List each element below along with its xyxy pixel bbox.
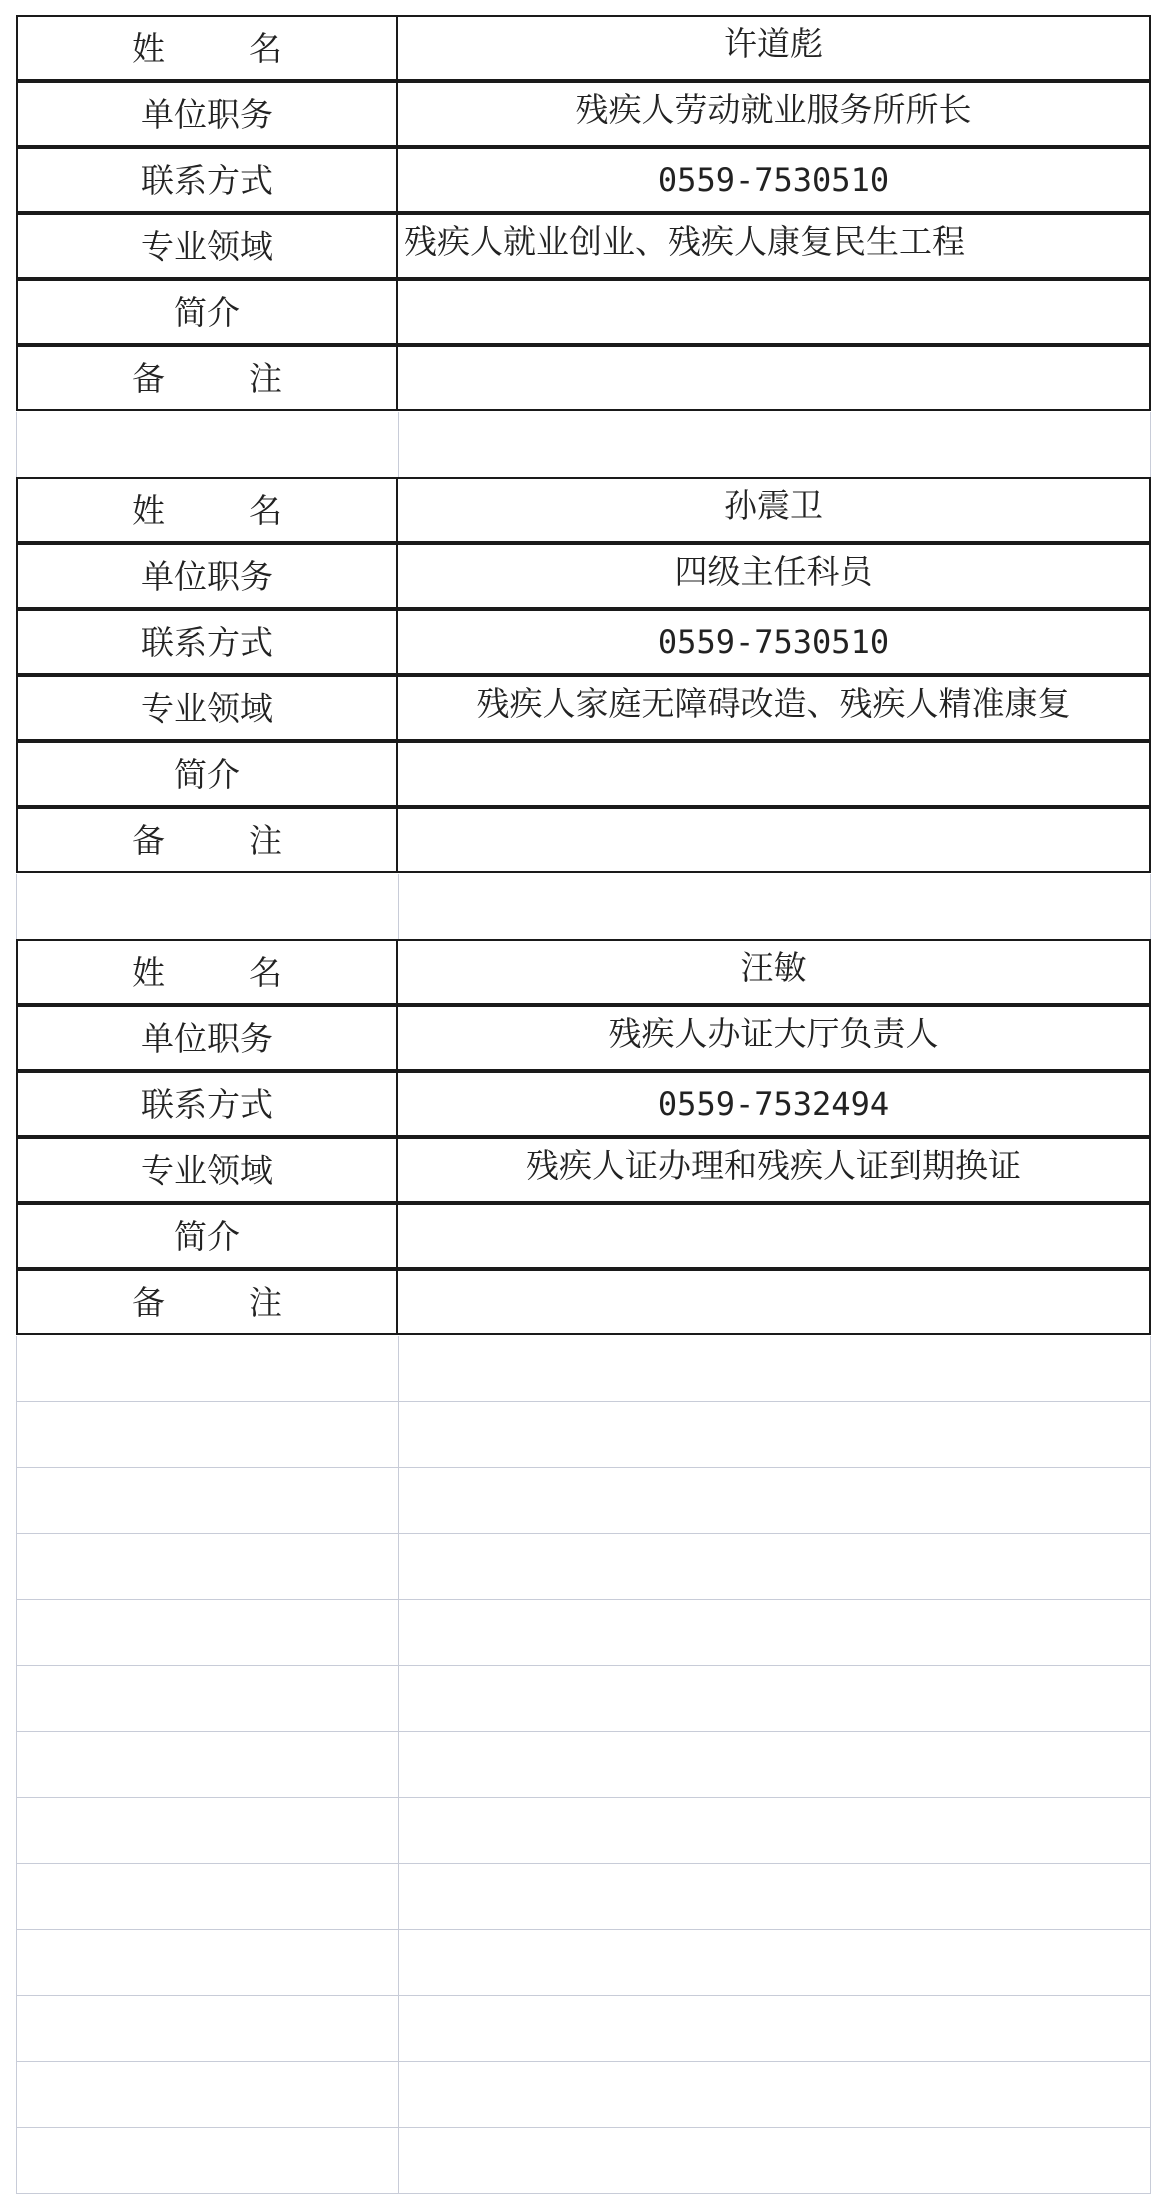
empty-cell[interactable]	[398, 1600, 1151, 1666]
empty-cell[interactable]	[16, 412, 398, 478]
empty-cell[interactable]	[398, 874, 1151, 940]
empty-cell[interactable]	[16, 1666, 398, 1732]
empty-cell[interactable]	[398, 1732, 1151, 1798]
empty-cell[interactable]	[16, 1336, 398, 1402]
empty-cell[interactable]	[16, 1600, 398, 1666]
empty-row	[16, 1666, 1151, 1732]
record-3-name-row	[16, 940, 1151, 1006]
empty-cell[interactable]	[398, 1930, 1151, 1996]
field-value-cell[interactable]	[396, 675, 1151, 741]
empty-row	[16, 1600, 1151, 1666]
position-value: 残疾人办证大厅负责人	[608, 1014, 939, 1053]
position-label: 单位职务	[141, 94, 273, 134]
position-label-cell[interactable]	[16, 1005, 398, 1071]
field-value-cell[interactable]	[396, 213, 1151, 279]
record-2-name-row	[16, 478, 1151, 544]
field-label: 专业领域	[141, 688, 273, 728]
empty-cell[interactable]	[16, 1468, 398, 1534]
record-2-position-row	[16, 544, 1151, 610]
contact-label: 联系方式	[141, 622, 273, 662]
name-label: 姓 名	[132, 490, 282, 530]
contact-label: 联系方式	[141, 1084, 273, 1124]
empty-row	[16, 1798, 1151, 1864]
contact-label-cell[interactable]	[16, 609, 398, 675]
contact-value-cell[interactable]	[396, 1071, 1151, 1137]
position-label-cell[interactable]	[16, 81, 398, 147]
intro-label-cell[interactable]	[16, 1203, 398, 1269]
name-value-cell[interactable]	[396, 939, 1151, 1005]
contact-label: 联系方式	[141, 160, 273, 200]
empty-cell[interactable]	[16, 1534, 398, 1600]
field-value: 残疾人家庭无障碍改造、残疾人精准康复	[476, 684, 1071, 723]
remark-label: 备 注	[132, 358, 282, 398]
empty-cell[interactable]	[398, 1666, 1151, 1732]
name-label-cell[interactable]	[16, 477, 398, 543]
intro-label-cell[interactable]	[16, 279, 398, 345]
position-label: 单位职务	[141, 1018, 273, 1058]
name-label: 姓 名	[132, 28, 282, 68]
empty-row	[16, 1534, 1151, 1600]
record-3-position-row	[16, 1006, 1151, 1072]
field-label-cell[interactable]	[16, 675, 398, 741]
contact-value: 0559-7530510	[657, 623, 890, 661]
position-value: 残疾人劳动就业服务所所长	[575, 90, 972, 129]
intro-label: 简介	[174, 754, 240, 794]
empty-row	[16, 1468, 1151, 1534]
contact-label-cell[interactable]	[16, 147, 398, 213]
contact-value: 0559-7530510	[657, 161, 890, 199]
empty-cell[interactable]	[398, 2128, 1151, 2194]
intro-value-cell[interactable]	[396, 1203, 1151, 1269]
contact-value-cell[interactable]	[396, 147, 1151, 213]
remark-value-cell[interactable]	[396, 1269, 1151, 1335]
record-1-field-row	[16, 214, 1151, 280]
field-label-cell[interactable]	[16, 213, 398, 279]
remark-label: 备 注	[132, 1282, 282, 1322]
field-value: 残疾人证办理和残疾人证到期换证	[526, 1146, 1021, 1185]
position-label: 单位职务	[141, 556, 273, 596]
remark-value-cell[interactable]	[396, 345, 1151, 411]
name-value: 孙震卫	[724, 486, 823, 525]
position-value-cell[interactable]	[396, 81, 1151, 147]
empty-cell[interactable]	[398, 1534, 1151, 1600]
intro-label: 简介	[174, 1216, 240, 1256]
position-value-cell[interactable]	[396, 543, 1151, 609]
record-3-intro-row	[16, 1204, 1151, 1270]
name-value-cell[interactable]	[396, 15, 1151, 81]
empty-cell[interactable]	[398, 1996, 1151, 2062]
empty-cell[interactable]	[398, 2062, 1151, 2128]
name-value: 汪敏	[740, 948, 807, 987]
field-label: 专业领域	[141, 1150, 273, 1190]
position-label-cell[interactable]	[16, 543, 398, 609]
empty-cell[interactable]	[398, 1864, 1151, 1930]
name-value-cell[interactable]	[396, 477, 1151, 543]
empty-row	[16, 2062, 1151, 2128]
remark-label: 备 注	[132, 820, 282, 860]
position-value-cell[interactable]	[396, 1005, 1151, 1071]
empty-row	[16, 1864, 1151, 1930]
field-value: 残疾人就业创业、残疾人康复民生工程	[404, 222, 965, 261]
empty-cell[interactable]	[16, 1996, 398, 2062]
record-1-intro-row	[16, 280, 1151, 346]
record-2-contact-row	[16, 610, 1151, 676]
record-3-remark-row	[16, 1270, 1151, 1336]
empty-row	[16, 2128, 1151, 2194]
record-1-name-row	[16, 16, 1151, 82]
empty-cell[interactable]	[16, 1732, 398, 1798]
empty-cell[interactable]	[398, 1468, 1151, 1534]
empty-cell[interactable]	[16, 1864, 398, 1930]
remark-label-cell[interactable]	[16, 807, 398, 873]
record-1-position-row	[16, 82, 1151, 148]
empty-cell[interactable]	[16, 1402, 398, 1468]
empty-row	[16, 1732, 1151, 1798]
intro-label-cell[interactable]	[16, 741, 398, 807]
name-label-cell[interactable]	[16, 15, 398, 81]
name-label-cell[interactable]	[16, 939, 398, 1005]
empty-cell[interactable]	[16, 1798, 398, 1864]
empty-cell[interactable]	[16, 2128, 398, 2194]
contact-value: 0559-7532494	[657, 1085, 890, 1123]
position-value: 四级主任科员	[674, 552, 873, 591]
intro-value-cell[interactable]	[396, 741, 1151, 807]
field-label-cell[interactable]	[16, 1137, 398, 1203]
record-2-remark-row	[16, 808, 1151, 874]
spacer-row	[16, 412, 1151, 478]
contact-label-cell[interactable]	[16, 1071, 398, 1137]
remark-label-cell[interactable]	[16, 345, 398, 411]
intro-value-cell[interactable]	[396, 279, 1151, 345]
empty-row	[16, 1930, 1151, 1996]
empty-cell[interactable]	[398, 1798, 1151, 1864]
record-3-field-row	[16, 1138, 1151, 1204]
contact-value-cell[interactable]	[396, 609, 1151, 675]
record-1-remark-row	[16, 346, 1151, 412]
empty-cell[interactable]	[398, 1402, 1151, 1468]
record-3-contact-row	[16, 1072, 1151, 1138]
empty-cell[interactable]	[398, 1336, 1151, 1402]
empty-row	[16, 1336, 1151, 1402]
empty-cell[interactable]	[16, 874, 398, 940]
remark-label-cell[interactable]	[16, 1269, 398, 1335]
field-label: 专业领域	[141, 226, 273, 266]
empty-row	[16, 1402, 1151, 1468]
remark-value-cell[interactable]	[396, 807, 1151, 873]
empty-row	[16, 1996, 1151, 2062]
empty-cell[interactable]	[16, 2062, 398, 2128]
record-2-field-row	[16, 676, 1151, 742]
empty-cell[interactable]	[16, 1930, 398, 1996]
record-2-intro-row	[16, 742, 1151, 808]
name-value: 许道彪	[724, 24, 823, 63]
field-value-cell[interactable]	[396, 1137, 1151, 1203]
record-1-contact-row	[16, 148, 1151, 214]
name-label: 姓 名	[132, 952, 282, 992]
spacer-row	[16, 874, 1151, 940]
intro-label: 简介	[174, 292, 240, 332]
empty-cell[interactable]	[398, 412, 1151, 478]
